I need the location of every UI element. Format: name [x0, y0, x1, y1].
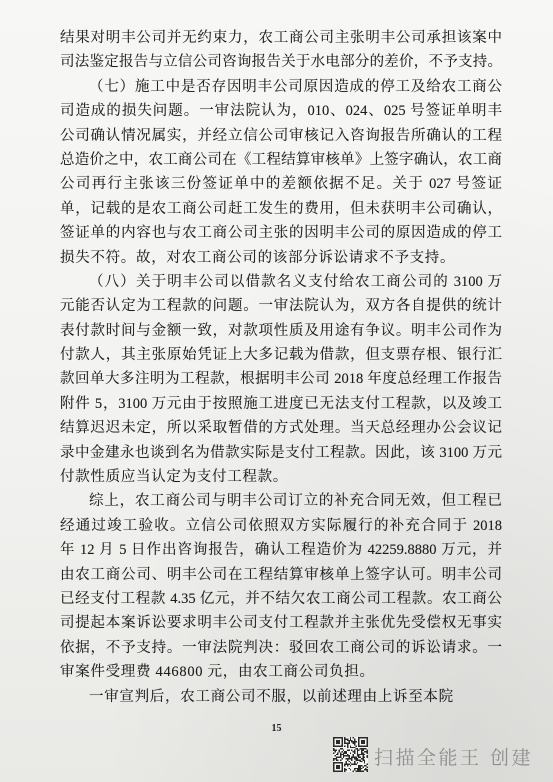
text-line: 司法鉴定报告与立信公司咨询报告关于水电部分的差价，不予支持。 [60, 54, 502, 71]
text-line: 付款性质应当认定为支付工程款。 [60, 469, 288, 486]
text-line: 司造成的损失问题。一审法院认为，010、024、025 号签证单明丰 [60, 103, 502, 120]
paragraph [60, 270, 502, 490]
text-line: 结果对明丰公司并无约束力，农工商公司主张明丰公司承担该案中 [60, 30, 502, 46]
paragraph [60, 26, 502, 75]
paragraph [60, 489, 502, 684]
text-line: 公司确认情况属实，并经立信公司审核记入咨询报告所确认的工程 [60, 127, 502, 144]
text-line: 表付款时间与金额一致，对款项性质及用途有争议。明丰公司作为 [60, 322, 502, 339]
text-line: 款回单大多注明为工程款，根据明丰公司 2018 年度总经理工作报告 [60, 371, 502, 388]
text-line: （八）关于明丰公司以借款名义支付给农工商公司的 3100 万 [89, 273, 502, 290]
text-line: 一审宣判后，农工商公司不服，以前述理由上诉至本院 [89, 688, 454, 705]
watermark-text: 扫描全能王 创建 [374, 747, 534, 769]
paragraph [60, 75, 502, 270]
text-line: 综上，农工商公司与明丰公司订立的补充合同无效，但工程已 [89, 493, 502, 510]
text-line: 依据，不予支持。一审法院判决：驳回农工商公司的诉讼请求。一 [60, 639, 502, 656]
body-text [60, 26, 502, 709]
text-line: 单，记载的是农工商公司赶工发生的费用，但未获明丰公司确认， [60, 200, 502, 217]
text-line: 公司再行主张该三份签证单中的差额依据不足。关于 027 号签证 [60, 176, 502, 193]
text-line: 签证单的内容也与农工商公司主张的因明丰公司的原因造成的停工 [60, 225, 502, 242]
text-line: 损失不符。故，对农工商公司的该部分诉讼请求不予支持。 [60, 249, 456, 266]
text-line: 已经支付工程款 4.35 亿元，并不结欠农工商公司工程款。农工商公 [60, 590, 502, 607]
text-line: 结算迟迟未定，所以采取暂借的方式处理。当天总经理办公会议记 [60, 420, 502, 437]
text-line: 司提起本案诉讼要求明丰公司支付工程款并主张优先受偿权无事实 [60, 615, 502, 632]
text-line: 经通过竣工验收。立信公司依照双方实际履行的补充合同于 2018 [60, 517, 502, 534]
paragraph [60, 685, 502, 709]
page-number: 15 [271, 723, 282, 734]
qr-code-icon [333, 737, 368, 772]
text-line: 年 12 月 5 日作出咨询报告，确认工程造价为 42259.8880 万元，并 [60, 542, 502, 559]
text-line: 元能否认定为工程款的问题。一审法院认为，双方各自提供的统计 [60, 298, 502, 315]
text-line: 总造价之中，农工商公司在《工程结算审核单》上签字确认，农工商 [60, 151, 502, 168]
text-line: 审案件受理费 446800 元，由农工商公司负担。 [60, 664, 375, 681]
text-line: 由农工商公司、明丰公司在工程结算审核单上签字认可。明丰公司 [60, 566, 502, 583]
text-line: 录中金建永也谈到名为借款实际是支付工程款。因此，该 3100 万元 [60, 444, 502, 461]
text-line: （七）施工中是否存因明丰公司原因造成的停工及给农工商公 [89, 78, 502, 95]
text-line: 付款人，其主张原始凭证上大多记载为借款，但支票存根、银行汇 [60, 347, 502, 364]
text-line: 附件 5，3100 万元由于按照施工进度已无法支付工程款，以及竣工 [60, 395, 502, 412]
